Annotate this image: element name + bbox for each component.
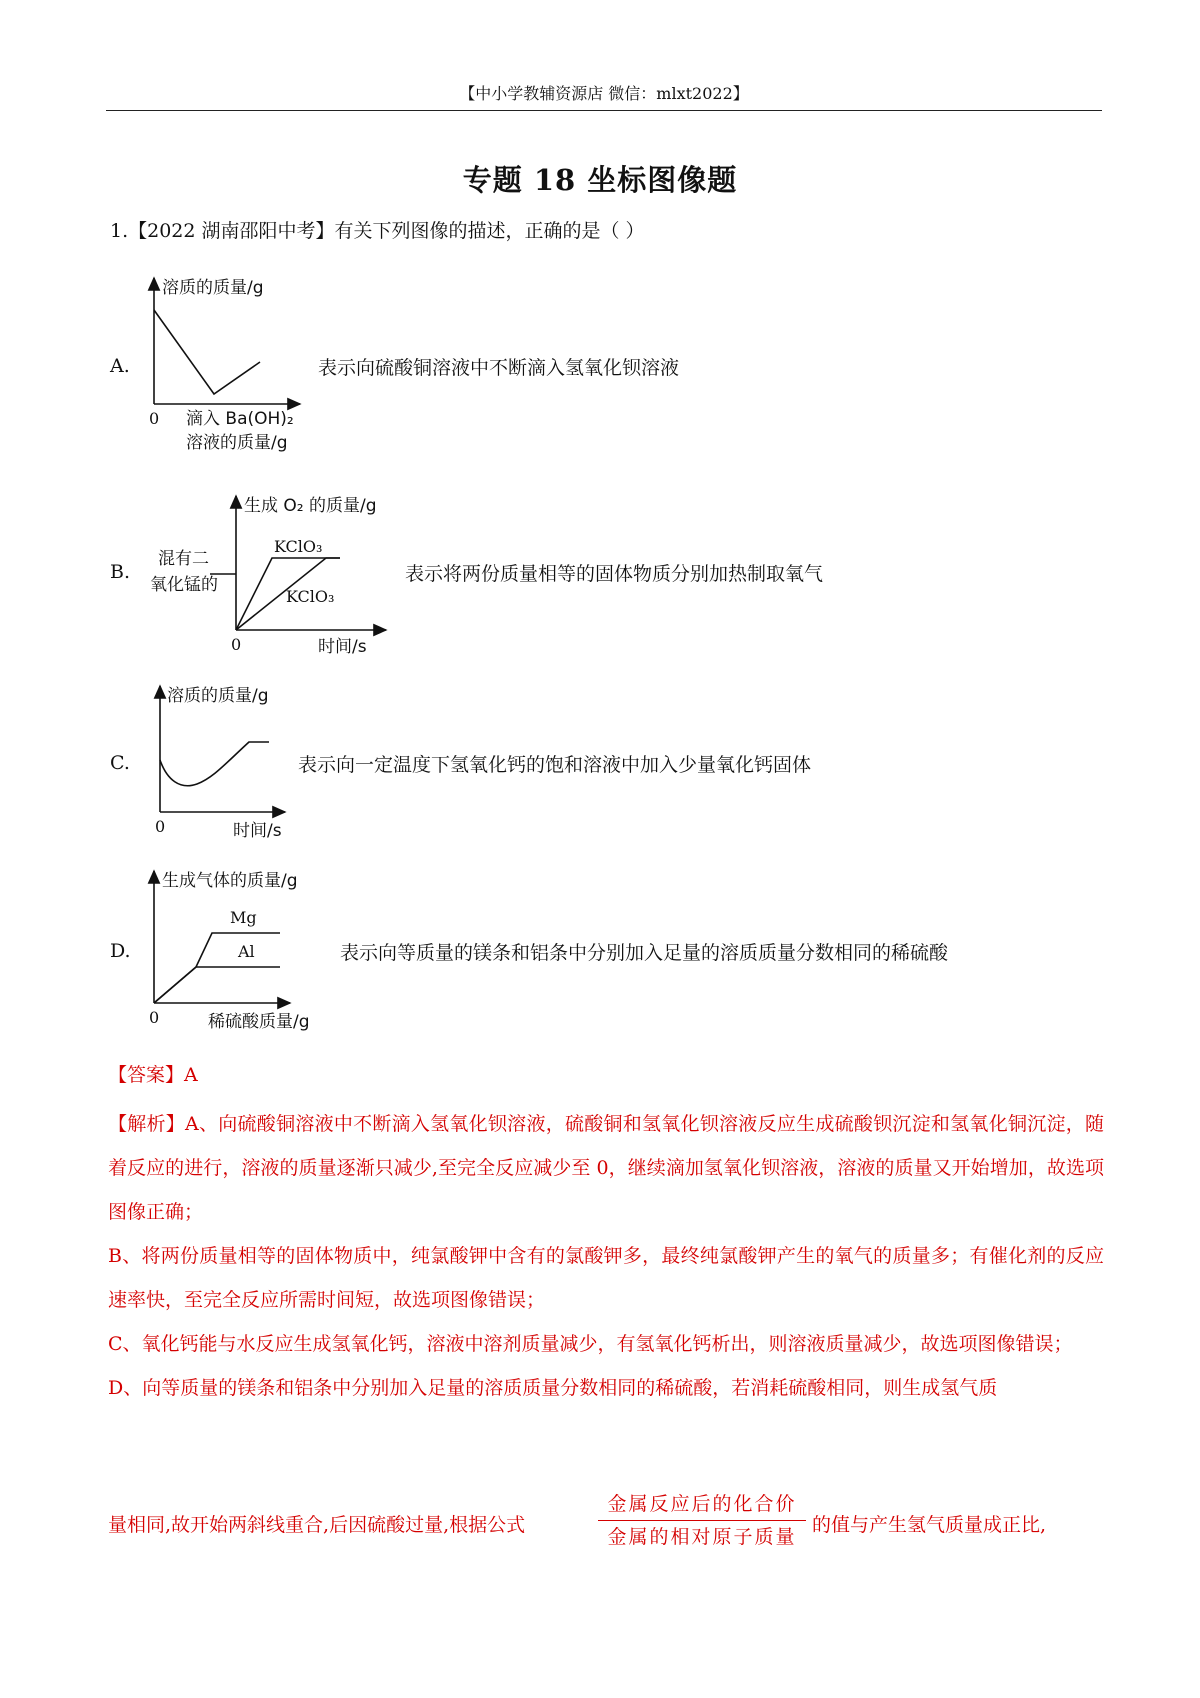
curve	[154, 310, 260, 394]
fraction-bar	[598, 1520, 806, 1521]
analysis-b: B、将两份质量相等的固体物质中，纯氯酸钾中含有的氯酸钾多，最终纯氯酸钾产生的氧气的质量多；有催化剂的反应速率快，至完全反应所需时间短，故选项图像错误；	[108, 1245, 1104, 1311]
series-top-label: KClO₃	[274, 537, 323, 556]
origin-label: 0	[155, 817, 166, 836]
x-axis-label: 时间/s	[233, 821, 282, 841]
option-c-graph	[145, 680, 345, 840]
series-bottom-label: KClO₃	[286, 587, 335, 606]
formula-before: 量相同,故开始两斜线重合,后因硫酸过量,根据公式	[108, 1514, 526, 1536]
option-a-text: 表示向硫酸铜溶液中不断滴入氢氧化钡溶液	[318, 357, 680, 379]
page-header: 【中小学教辅资源店 微信：mlxt2022】	[459, 84, 749, 103]
answer: 【答案】A	[108, 1064, 198, 1086]
option-b-text: 表示将两份质量相等的固体物质分别加热制取氧气	[405, 563, 824, 585]
x-axis-label-line2: 溶液的质量/g	[186, 433, 288, 453]
series-bottom-label: Al	[238, 942, 255, 961]
fraction-denominator: 金属的相对原子质量	[607, 1526, 797, 1548]
question-stem: 1.【2022 湖南邵阳中考】有关下列图像的描述，正确的是（ ）	[110, 220, 645, 242]
analysis-a: 【解析】A、向硫酸铜溶液中不断滴入氢氧化钡溶液，硫酸铜和氢氧化钡溶液反应生成硫酸钡沉淀和氢氧化铜沉淀，随着反应的进行，溶液的质量逐渐只减少,至完全反应减少至 0，继续滴加氢氧化钡溶液，溶液的质量又开始增加，故选项图像正确；	[108, 1113, 1104, 1223]
formula-after: 的值与产生氢气质量成正比,	[812, 1514, 1047, 1536]
origin-label: 0	[231, 635, 242, 654]
curve	[160, 742, 269, 786]
x-axis-label-line1: 滴入 Ba(OH)₂	[186, 409, 294, 429]
y-axis-label: 生成 O₂ 的质量/g	[244, 496, 377, 516]
curve-mg-upper	[154, 933, 280, 1003]
side-label-line2: 氧化锰的	[150, 575, 218, 595]
option-c-letter: C.	[110, 752, 130, 774]
option-c-text: 表示向一定温度下氢氧化钙的饱和溶液中加入少量氧化钙固体	[298, 754, 812, 776]
curve-al-lower	[154, 967, 280, 1003]
y-axis-label: 溶质的质量/g	[162, 278, 264, 298]
option-a-letter: A.	[110, 355, 130, 377]
x-axis-label: 稀硫酸质量/g	[208, 1012, 310, 1032]
origin-label: 0	[149, 409, 160, 428]
option-d-letter: D.	[110, 940, 131, 962]
option-b-graph	[150, 490, 410, 660]
formula-fraction	[598, 1490, 806, 1551]
analysis-c: C、氧化钙能与水反应生成氢氧化钙，溶液中溶剂质量减少，有氢氧化钙析出，则溶液质量减少，故选项图像错误；	[108, 1333, 1073, 1355]
formula-line	[108, 1490, 1108, 1560]
page-title: 专题 18 坐标图像题	[462, 163, 738, 197]
y-axis-label: 溶质的质量/g	[167, 686, 269, 706]
option-a-graph	[140, 272, 340, 462]
header-divider	[106, 110, 1102, 111]
analysis	[108, 1102, 1104, 1410]
option-b-letter: B.	[110, 561, 131, 583]
fraction-numerator: 金属反应后的化合价	[607, 1493, 797, 1515]
side-label-line1: 混有二	[158, 549, 209, 569]
x-axis-label: 时间/s	[318, 637, 367, 657]
origin-label: 0	[149, 1008, 160, 1027]
y-axis-label: 生成气体的质量/g	[162, 871, 298, 891]
option-d-text: 表示向等质量的镁条和铝条中分别加入足量的溶质质量分数相同的稀硫酸	[340, 942, 949, 964]
option-d-graph	[140, 865, 340, 1035]
series-top-label: Mg	[230, 908, 257, 927]
analysis-d: D、向等质量的镁条和铝条中分别加入足量的溶质质量分数相同的稀硫酸，若消耗硫酸相同，则生成氢气质	[108, 1377, 998, 1399]
